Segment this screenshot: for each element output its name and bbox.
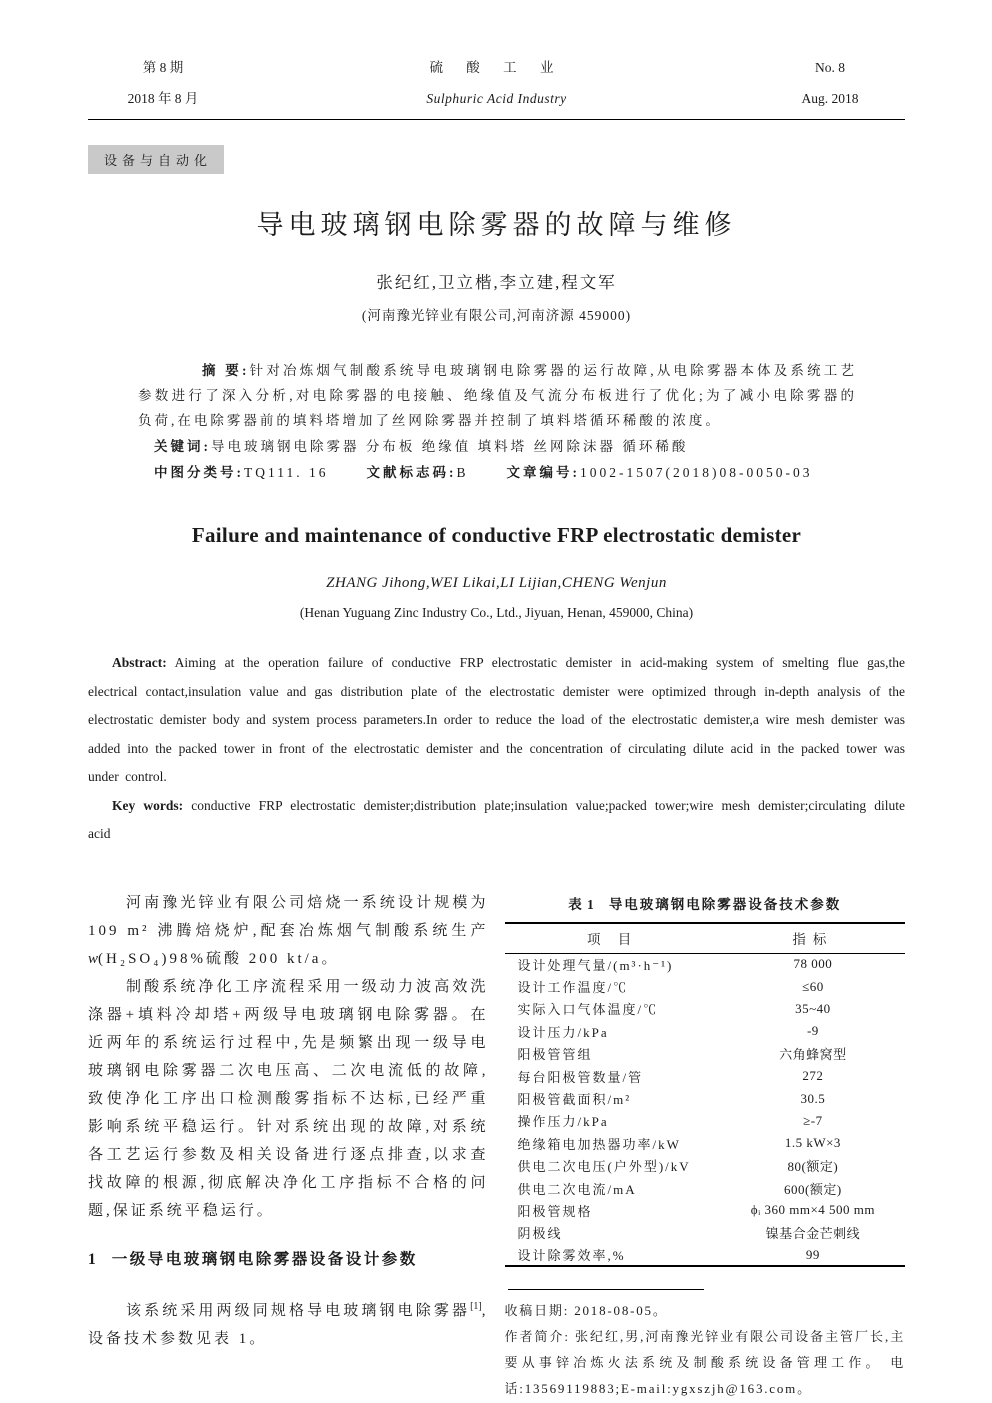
table-cell-value: 35~40 [795,1000,831,1016]
table-cell-item: 操作压力/kPa [517,1114,609,1130]
table-cell-value: ≤60 [802,978,824,994]
reference-marker-1: [1] [470,1300,482,1312]
column-badge: 设备与自动化 [88,145,224,174]
para1-variable-w: w [88,950,99,967]
footnote-block [505,1298,906,1402]
table-header-item: 项 目 [505,923,721,954]
table-cell-item: 绝缘箱电加热器功率/kW [517,1136,681,1152]
parameters-table [505,922,906,1268]
keywords-zh [154,434,857,459]
table-row [505,998,906,1020]
author-bio-line [505,1324,906,1402]
article-id-value: 1002-1507(2018)08-0050-03 [580,465,813,480]
table-cell-item: 阳极管管组 [517,1047,593,1063]
table-row [505,975,906,997]
abstract-label-zh: 摘 要: [202,363,250,378]
table-cell-item: 实际入口气体温度/℃ [517,1002,659,1018]
section-1-title: 一级导电玻璃钢电除雾器设备设计参数 [111,1250,418,1268]
table-cell-item: 每台阳极管数量/管 [517,1069,644,1085]
table-cell-item: 设计压力/kPa [517,1024,609,1040]
issue-number-zh: 第 8 期 [142,60,184,75]
clc-label: 中图分类号: [154,465,244,480]
affiliation-en: (Henan Yuguang Zinc Industry Co., Ltd., Jiyuan, Henan, 459000, China) [299,605,694,620]
table-cell-item: 阴极线 [517,1226,563,1242]
body-paragraph-1 [88,889,489,973]
abstract-text-zh: 针对冶炼烟气制酸系统导电玻璃钢电除雾器的运行故障,从电除雾器本体及系统工艺参数进行了深入分析,对电除雾器的电接触、绝缘值及气流分布板进行了优化;为了减小电除雾器的负荷,在电除雾器前的填料塔增加了丝网除雾器并控制了填料塔循环稀酸的浓度。 [138,363,857,428]
issue-info-left [88,52,238,114]
table-cell-value: 78 000 [793,956,833,972]
journal-title-block [426,52,566,114]
table-row [505,1244,906,1266]
abstract-zh [138,358,857,433]
table-row [505,1020,906,1042]
table-cell-value: ϕᵢ 360 mm×4 500 mm [750,1202,875,1218]
table1-caption-number: 表 1 [568,896,595,912]
para1-text-a: 河南豫光锌业有限公司焙烧一系统设计规模为 109 m² 沸腾焙烧炉,配套冶炼烟气制酸系统生产 [88,894,489,939]
table-row [505,1087,906,1109]
bio-value: 张纪红,男,河南豫光锌业有限公司设备主管厂长,主要从事锌冶炼火法系统及制酸系统设备管理工作。 电话:13569119883;E-mail:ygxszjh@163.com。 [504,1329,905,1397]
received-date-line [505,1298,906,1324]
affiliation-zh: (河南豫光锌业有限公司,河南济源 459000) [361,308,632,323]
issue-info-right [755,52,905,114]
body-paragraph-2: 制酸系统净化工序流程采用一级动力波高效洗涤器+填料冷却塔+两级导电玻璃钢电除雾器。在近两年的系统运行过程中,先是频繁出现一级导电玻璃钢电除雾器二次电压高、二次电流低的故障,致使净化工序出口检测酸雾指标不达标,已经严重影响系统平稳运行。针对系统出现的故障,对系统各工艺运行参数及相关设备进行逐点排查,以求查找故障的根源,彻底解决净化工序指标不合格的问题,保证系统平稳运行。 [88,978,489,1219]
journal-title-en: Sulphuric Acid Industry [426,91,567,106]
table-cell-item: 阳极管截面积/m² [517,1092,632,1108]
table-row [505,1065,906,1087]
table-cell-value: 272 [802,1068,824,1084]
authors-zh: 张纪红,卫立楷,李立建,程文军 [376,273,617,292]
doc-code-label: 文献标志码: [366,465,457,480]
table-row [505,1110,906,1132]
article-title-en: Failure and maintenance of conductive FRP electrostatic demister [191,523,802,547]
article-title-zh: 导电玻璃钢电除雾器的故障与维修 [256,210,737,240]
issue-date-en: Aug. 2018 [801,91,859,106]
keywords-text-en: conductive FRP electrostatic demister;distribution plate;insulation value;packed tower;wire mesh demister;circulating dilute acid [88,797,905,841]
table1-caption-text: 导电玻璃钢电除雾器设备技术参数 [608,896,842,912]
table-cell-value: 镍基合金芒刺线 [765,1226,861,1242]
table-cell-value: 600(额定) [784,1181,842,1197]
clc-value: TQ111. 16 [244,465,329,480]
two-column-body [88,889,905,1403]
para3-text-b: ,设备技术参数见表 1。 [88,1302,489,1347]
received-value: 2018-08-05。 [574,1303,668,1319]
para1-text-b: (H₂SO₄)98%硫酸 200 kt/a。 [98,950,340,967]
classification-line [154,460,857,485]
abstract-en [88,649,905,792]
right-column [505,889,906,1403]
keywords-en [88,792,905,849]
table-header-value: 指标 [721,923,905,954]
table-row [505,953,906,975]
table-row [505,1177,906,1199]
table-row [505,1043,906,1065]
section-1-number: 1 [88,1250,96,1268]
abstract-block-zh [138,358,857,485]
journal-title-zh: 硫 酸 工 业 [429,60,564,75]
abstract-text-en: Aiming at the operation failure of conductive FRP electrostatic demister in acid-making system of smelting flue gas,the electrical contact,insulation value and gas distribution plate of the electrostatic demister were optimized through in-depth analysis of the electrostatic demister body and system process parameters.In order to reduce the load of the electrostatic demister,a wire mesh demister was added into the packed tower in front of the electrostatic demister and the concentration of circulating dilute acid in the packed tower was under control. [88,655,905,784]
table-header-row [505,923,906,954]
table-row [505,1132,906,1154]
table-cell-value: 30.5 [800,1090,826,1106]
footnote-divider [508,1289,704,1290]
table-cell-item: 阳极管规格 [517,1203,593,1219]
bio-label: 作者简介: [504,1329,570,1345]
table-cell-value: ≥-7 [803,1112,823,1128]
body-paragraph-3 [88,1293,489,1353]
article-id-label: 文章编号: [506,465,581,480]
journal-header [88,52,905,114]
issue-date-zh: 2018 年 8 月 [127,91,199,106]
table-cell-value: -9 [806,1023,819,1039]
abstract-block-en [88,649,905,849]
table-cell-item: 设计工作温度/℃ [517,980,629,996]
table-cell-item: 设计除雾效率,% [517,1248,626,1264]
keywords-label-en: Key words: [112,797,184,813]
doc-code-value: B [456,465,469,480]
table1-body [505,953,906,1266]
table-row [505,1155,906,1177]
table-cell-item: 供电二次电压(户外型)/kV [517,1159,691,1175]
authors-en: ZHANG Jihong,WEI Likai,LI Lijian,CHENG Wenjun [326,575,667,591]
table-row [505,1199,906,1221]
table-cell-value: 99 [805,1246,820,1262]
table-cell-item: 设计处理气量/(m³·h⁻¹) [517,957,674,973]
keywords-label-zh: 关键词: [154,439,211,454]
left-column [88,889,489,1403]
received-label: 收稿日期: [504,1303,570,1319]
keywords-text-zh: 导电玻璃钢电除雾器 分布板 绝缘值 填料塔 丝网除沫器 循环稀酸 [211,439,689,454]
header-divider [88,119,905,120]
table-cell-item: 供电二次电流/mA [517,1181,637,1197]
table-cell-value: 80(额定) [787,1159,839,1175]
para3-text-a: 该系统采用两级同规格导电玻璃钢电除雾器 [126,1302,471,1319]
section-1-heading [88,1246,489,1274]
table1-caption [505,893,906,913]
issue-number-en: No. 8 [815,60,845,75]
table-cell-value: 1.5 kW×3 [784,1135,841,1151]
table-row [505,1222,906,1244]
abstract-label-en: Abstract: [112,655,167,670]
table-cell-value: 六角蜂窝型 [779,1047,847,1063]
